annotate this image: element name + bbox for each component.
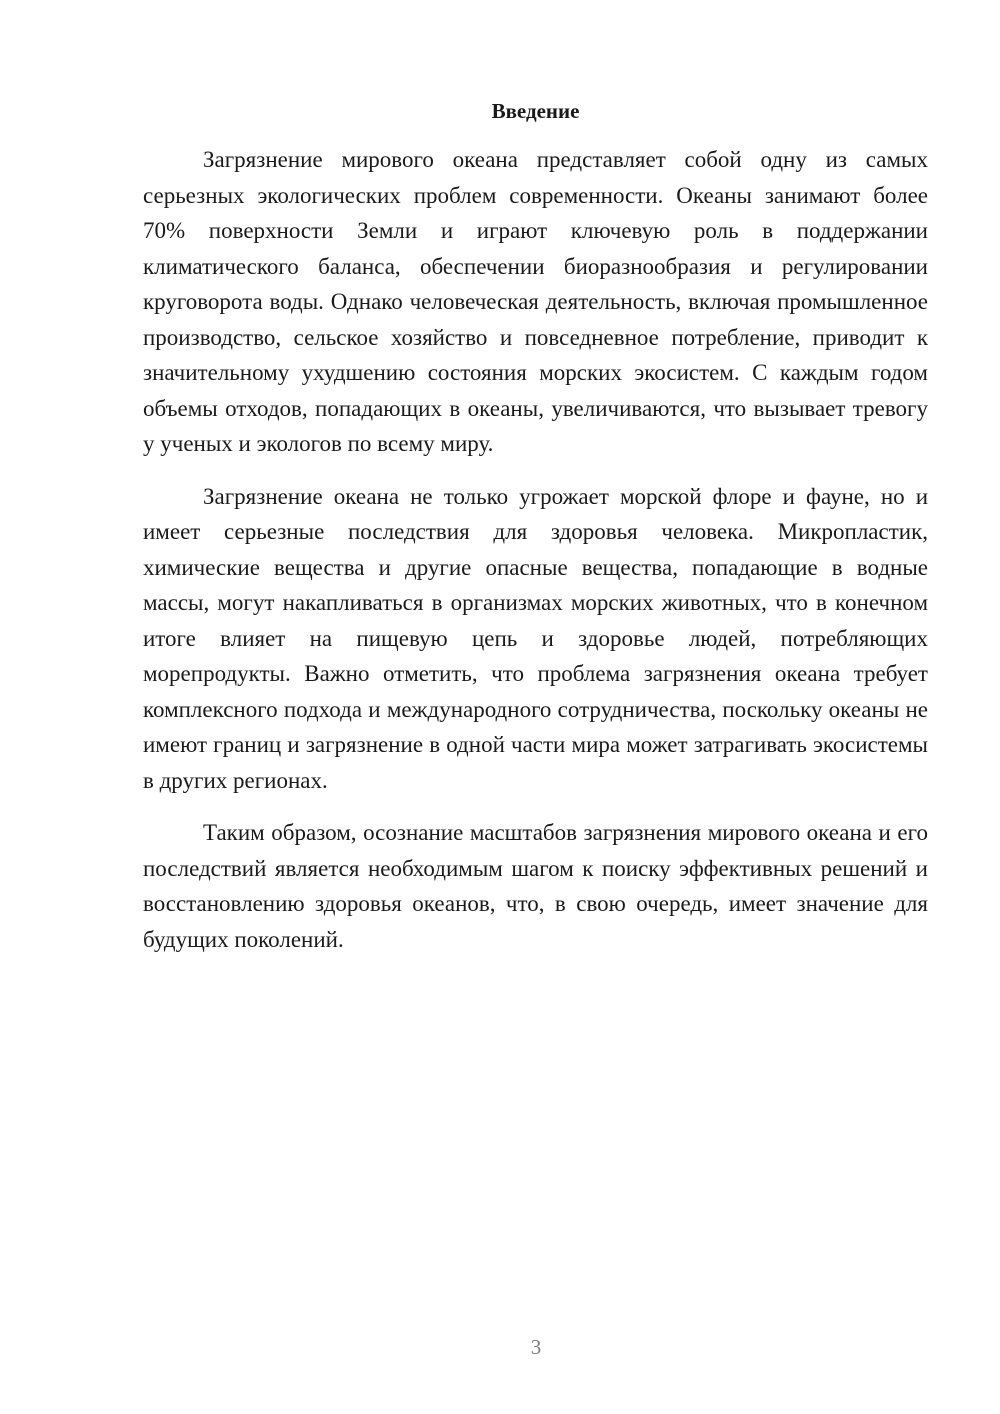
paragraph-3: Таким образом, осознание масштабов загрязнения мирового океана и его последствий является необходимым шагом к поиску эффективных решений и восстановлению здоровья океанов, что, в свою очередь, имеет значение для будущих поколений.	[143, 820, 928, 952]
page-number: 3	[530, 1335, 542, 1359]
section-title: Введение	[491, 99, 580, 123]
paragraph-2: Загрязнение океана не только угрожает морской флоре и фауне, но и имеет серьезные последствия для здоровья человека. Микропластик, химические вещества и другие опасные вещества, попадающие в водные массы, могут накапливаться в организмах морских животных, что в конечном итоге влияет на пищевую цепь и здоровье людей, потребляющих морепродукты. Важно отметить, что проблема загрязнения океана требует комплексного подхода и международного сотрудничества, поскольку океаны не имеют границ и загрязнение в одной части мира может затрагивать экосистемы в других регионах.	[143, 483, 928, 793]
paragraph-1: Загрязнение мирового океана представляет собой одну из самых серьезных экологических проблем современности. Океаны занимают более 70% поверхности Земли и играют ключевую роль в поддержании климатического баланса, обеспечении биоразнообразия и регулировании круговорота воды. Однако человеческая деятельность, включая промышленное производство, сельское хозяйство и повседневное потребление, приводит к значительному ухудшению состояния морских экосистем. С каждым годом объемы отходов, попадающих в океаны, увеличиваются, что вызывает тревогу у ученых и экологов по всему миру.	[143, 147, 928, 456]
body-text	[143, 142, 928, 974]
